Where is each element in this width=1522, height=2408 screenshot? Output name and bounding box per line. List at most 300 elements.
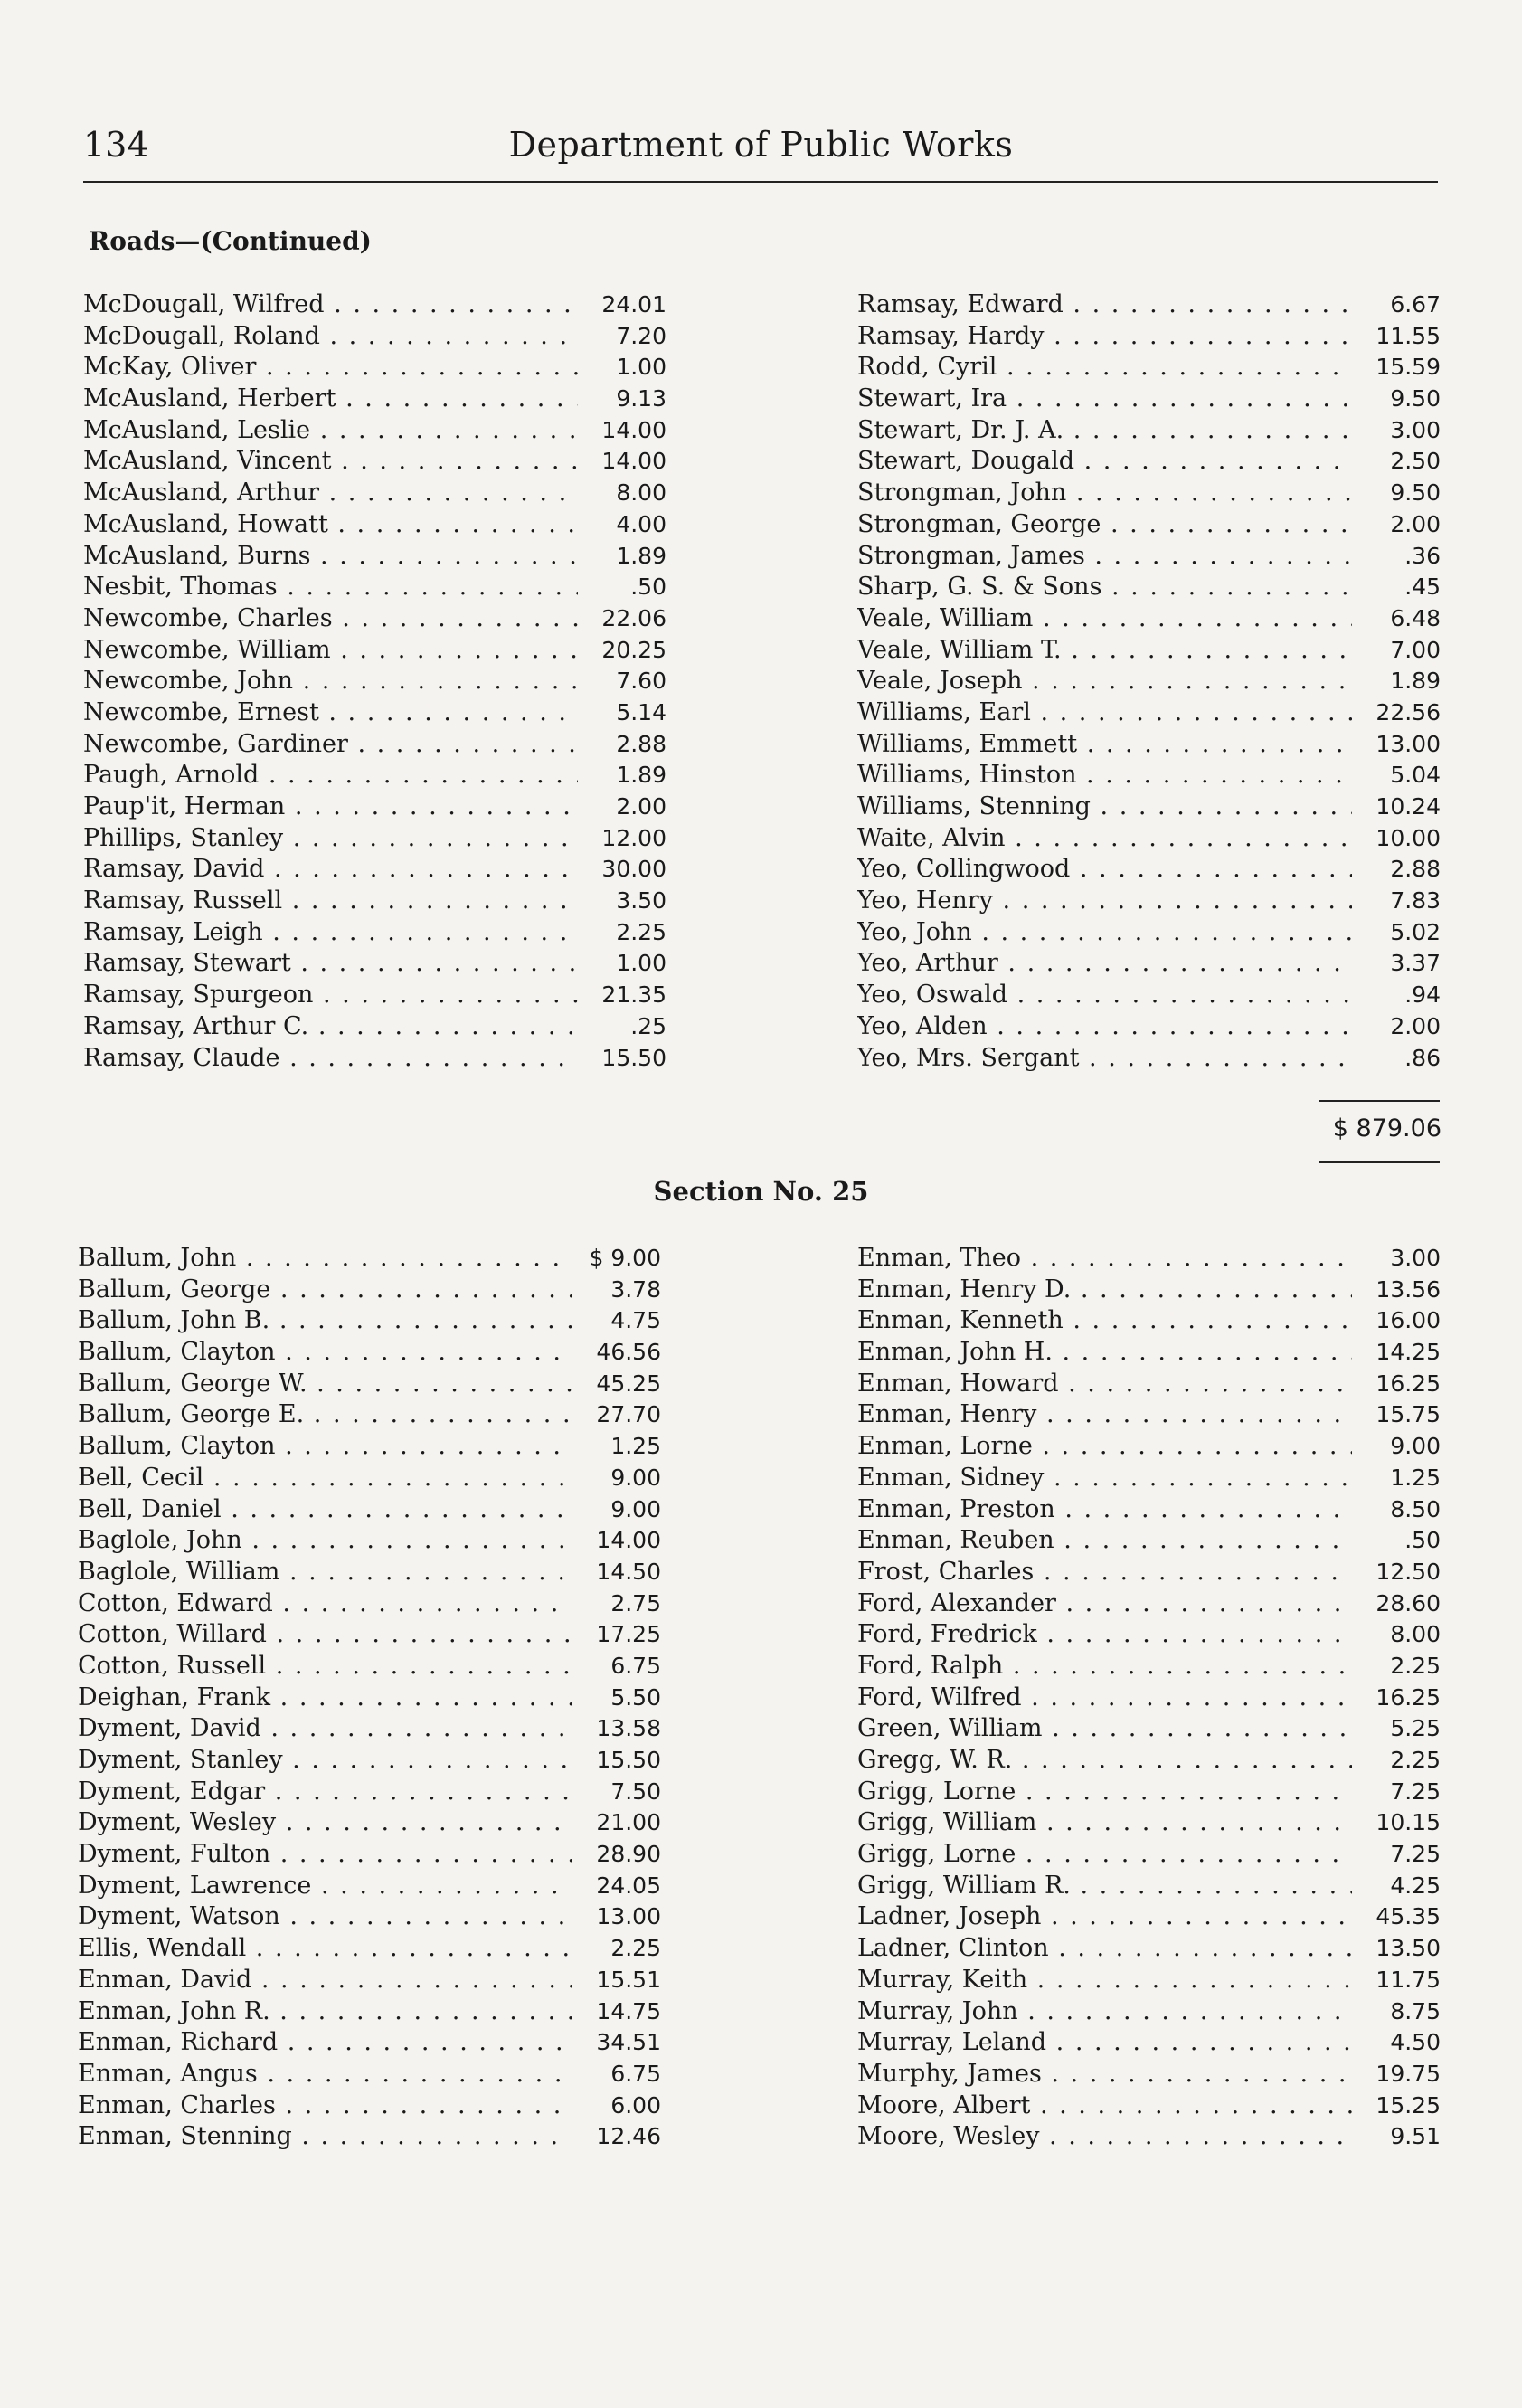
payee-name: Ballum, John . . .: [78, 1243, 661, 1275]
payee-name: Murray, Leland . . .: [857, 2027, 1441, 2059]
payment-amount: .36: [1352, 541, 1441, 573]
payee-name: Veale, Joseph . . .: [857, 666, 1441, 697]
payee-name: McDougall, Roland . . .: [83, 321, 666, 353]
payee-name: Sharp, G. S. & Sons . . .: [857, 572, 1441, 603]
payment-amount: 28.90: [572, 1839, 661, 1871]
payee-name: Enman, Preston . . .: [857, 1494, 1441, 1526]
payee-name: Enman, John H. . . .: [857, 1337, 1441, 1369]
payee-name: Yeo, Henry . . .: [857, 886, 1441, 917]
payee-name: Strongman, James . . .: [857, 541, 1441, 573]
ledger-row: [78, 2027, 661, 2059]
payee-name: Veale, William . . .: [857, 603, 1441, 635]
ledger-row: [857, 321, 1441, 353]
payment-amount: .86: [1352, 1043, 1441, 1075]
payment-amount: 6.75: [572, 1651, 661, 1683]
payment-amount: 4.75: [572, 1305, 661, 1337]
ledger-row: [78, 2090, 661, 2122]
payee-name: Bell, Cecil . . .: [78, 1463, 661, 1494]
ledger-row: [78, 2059, 661, 2090]
payment-amount: 6.67: [1352, 289, 1441, 321]
ledger-row: [83, 917, 666, 949]
payment-amount: 2.25: [572, 1933, 661, 1965]
ledger-row: [78, 1305, 661, 1337]
payee-name: Yeo, Collingwood . . .: [857, 854, 1441, 886]
payee-name: Ramsay, Leigh . . .: [83, 917, 666, 949]
payment-amount: 7.20: [578, 321, 666, 353]
ledger-row: [78, 1996, 661, 2028]
payment-amount: 10.24: [1352, 792, 1441, 823]
payment-amount: 7.50: [572, 1777, 661, 1808]
payee-name: Strongman, George . . .: [857, 509, 1441, 541]
payment-amount: 14.25: [1352, 1337, 1441, 1369]
ledger-row: [857, 415, 1441, 447]
payment-amount: 1.89: [1352, 666, 1441, 697]
ledger-row: [83, 666, 666, 697]
payment-amount: 7.00: [1352, 635, 1441, 667]
payee-name: Baglole, John . . .: [78, 1525, 661, 1557]
payment-amount: 9.00: [572, 1494, 661, 1526]
payee-name: McAusland, Burns . . .: [83, 541, 666, 573]
payee-name: Waite, Alvin . . .: [857, 823, 1441, 855]
payee-name: Enman, Kenneth . . .: [857, 1305, 1441, 1337]
ledger-row: [857, 1933, 1441, 1965]
ledger-row: [83, 352, 666, 384]
payee-name: Murray, Keith . . .: [857, 1965, 1441, 1996]
payee-name: Newcombe, Ernest . . .: [83, 697, 666, 729]
payee-name: Ramsay, Stewart . . .: [83, 948, 666, 980]
payment-amount: 1.25: [572, 1431, 661, 1463]
ledger-row: [857, 2059, 1441, 2090]
ledger-row: [83, 635, 666, 667]
payment-amount: 22.06: [578, 603, 666, 635]
payee-name: Bell, Daniel . . .: [78, 1494, 661, 1526]
payee-name: Grigg, William R. . . .: [857, 1871, 1441, 1902]
ledger-row: [857, 1807, 1441, 1839]
payee-name: Enman, Stenning . . .: [78, 2121, 661, 2153]
payee-name: Murphy, James . . .: [857, 2059, 1441, 2090]
payee-name: Paup'it, Herman . . .: [83, 792, 666, 823]
payee-name: Nesbit, Thomas . . .: [83, 572, 666, 603]
ledger-row: [857, 1305, 1441, 1337]
payee-name: Newcombe, John . . .: [83, 666, 666, 697]
payment-amount: 4.50: [1352, 2027, 1441, 2059]
ledger-row: [857, 886, 1441, 917]
ledger-row: [78, 1713, 661, 1745]
payment-amount: 22.56: [1352, 697, 1441, 729]
ledger-row: [83, 446, 666, 478]
ledger-row: [857, 1043, 1441, 1075]
page-title: Department of Public Works: [508, 125, 1014, 165]
payee-name: Ladner, Clinton . . .: [857, 1933, 1441, 1965]
payee-name: Stewart, Dr. J. A. . . .: [857, 415, 1441, 447]
payee-name: Yeo, Oswald . . .: [857, 980, 1441, 1011]
header-rule: [83, 181, 1438, 183]
payee-name: Rodd, Cyril . . .: [857, 352, 1441, 384]
payee-name: Cotton, Edward . . .: [78, 1588, 661, 1620]
payee-name: Dyment, Fulton . . .: [78, 1839, 661, 1871]
ledger-row: [83, 509, 666, 541]
payee-name: Moore, Wesley . . .: [857, 2121, 1441, 2153]
payment-amount: 8.50: [1352, 1494, 1441, 1526]
payee-name: Cotton, Russell . . .: [78, 1651, 661, 1683]
payee-name: Ballum, John B. . . .: [78, 1305, 661, 1337]
ledger-row: [83, 289, 666, 321]
payee-name: Ramsay, Edward . . .: [857, 289, 1441, 321]
payee-name: Ford, Alexander . . .: [857, 1588, 1441, 1620]
payment-amount: 7.83: [1352, 886, 1441, 917]
ledger-row: [78, 1933, 661, 1965]
payee-name: Green, William . . .: [857, 1713, 1441, 1745]
ledger-row: [857, 1337, 1441, 1369]
payee-name: Dyment, David . . .: [78, 1713, 661, 1745]
payee-name: Ford, Ralph . . .: [857, 1651, 1441, 1683]
payment-amount: 21.00: [572, 1807, 661, 1839]
payee-name: Moore, Albert . . .: [857, 2090, 1441, 2122]
payment-amount: 6.75: [572, 2059, 661, 2090]
payment-amount: 11.75: [1352, 1965, 1441, 1996]
payment-amount: 2.00: [578, 792, 666, 823]
ledger-row: [78, 1745, 661, 1777]
payee-name: Dyment, Wesley . . .: [78, 1807, 661, 1839]
payment-amount: 1.89: [578, 760, 666, 792]
payment-amount: 16.25: [1352, 1683, 1441, 1714]
ledger-row: [857, 823, 1441, 855]
payment-amount: 5.25: [1352, 1713, 1441, 1745]
ledger-row: [78, 1557, 661, 1588]
payee-name: Newcombe, Gardiner . . .: [83, 729, 666, 761]
ledger-row: [857, 1494, 1441, 1526]
payment-amount: 1.00: [578, 948, 666, 980]
payment-amount: 30.00: [578, 854, 666, 886]
payment-amount: 4.25: [1352, 1871, 1441, 1902]
ledger-row: [78, 1839, 661, 1871]
section25-left-column: [78, 1243, 661, 2153]
ledger-row: [83, 541, 666, 573]
payment-amount: 15.51: [572, 1965, 661, 1996]
payee-name: Stewart, Ira . . .: [857, 384, 1441, 415]
payment-amount: 27.70: [572, 1399, 661, 1431]
section25-right-column: [857, 1243, 1441, 2153]
payment-amount: 13.00: [1352, 729, 1441, 761]
payment-amount: .50: [578, 572, 666, 603]
payee-name: Frost, Charles . . .: [857, 1557, 1441, 1588]
payment-amount: .25: [578, 1011, 666, 1043]
payee-name: Stewart, Dougald . . .: [857, 446, 1441, 478]
ledger-row: [857, 446, 1441, 478]
ledger-row: [78, 1525, 661, 1557]
payee-name: Ramsay, Spurgeon . . .: [83, 980, 666, 1011]
ledger-row: [857, 1777, 1441, 1808]
ledger-row: [857, 352, 1441, 384]
payment-amount: .50: [1352, 1525, 1441, 1557]
payment-amount: 13.50: [1352, 1933, 1441, 1965]
ledger-row: [78, 1243, 661, 1275]
ledger-row: [857, 2121, 1441, 2153]
payee-name: Williams, Hinston . . .: [857, 760, 1441, 792]
ledger-row: [857, 289, 1441, 321]
ledger-row: [78, 1463, 661, 1494]
ledger-row: [857, 1369, 1441, 1400]
ledger-row: [857, 1011, 1441, 1043]
payment-amount: 12.00: [578, 823, 666, 855]
ledger-row: [83, 854, 666, 886]
payment-amount: 28.60: [1352, 1588, 1441, 1620]
payment-amount: 46.56: [572, 1337, 661, 1369]
ledger-row: [78, 1494, 661, 1526]
payment-amount: 6.48: [1352, 603, 1441, 635]
ledger-row: [83, 572, 666, 603]
ledger-row: [78, 1901, 661, 1933]
payee-name: Enman, Henry D. . . .: [857, 1275, 1441, 1306]
payment-amount: 2.88: [578, 729, 666, 761]
payee-name: McAusland, Herbert . . .: [83, 384, 666, 415]
ledger-row: [83, 697, 666, 729]
payee-name: Baglole, William . . .: [78, 1557, 661, 1588]
payment-amount: 9.50: [1352, 478, 1441, 509]
ledger-row: [857, 729, 1441, 761]
ledger-row: [857, 1431, 1441, 1463]
payment-amount: 9.00: [1352, 1431, 1441, 1463]
ledger-row: [83, 478, 666, 509]
ledger-row: [78, 1871, 661, 1902]
ledger-row: [857, 760, 1441, 792]
payee-name: McDougall, Wilfred . . .: [83, 289, 666, 321]
ledger-row: [857, 1965, 1441, 1996]
payment-amount: 19.75: [1352, 2059, 1441, 2090]
payment-amount: 9.50: [1352, 384, 1441, 415]
roads-total: $ 879.06: [1332, 1114, 1442, 1142]
payment-amount: 5.02: [1352, 917, 1441, 949]
ledger-row: [857, 572, 1441, 603]
payment-amount: 7.25: [1352, 1777, 1441, 1808]
payment-amount: 3.00: [1352, 1243, 1441, 1275]
ledger-row: [857, 1243, 1441, 1275]
payment-amount: 13.00: [572, 1901, 661, 1933]
ledger-row: [83, 980, 666, 1011]
payee-name: Enman, Henry . . .: [857, 1399, 1441, 1431]
payee-name: Ramsay, Claude . . .: [83, 1043, 666, 1075]
payment-amount: 8.75: [1352, 1996, 1441, 2028]
ledger-row: [857, 478, 1441, 509]
payee-name: Ramsay, Hardy . . .: [857, 321, 1441, 353]
payment-amount: 24.01: [578, 289, 666, 321]
payee-name: Newcombe, Charles . . .: [83, 603, 666, 635]
payment-amount: 15.59: [1352, 352, 1441, 384]
payee-name: McAusland, Howatt . . .: [83, 509, 666, 541]
payment-amount: 7.60: [578, 666, 666, 697]
payee-name: Ford, Wilfred . . .: [857, 1683, 1441, 1714]
ledger-row: [857, 917, 1441, 949]
payee-name: Ballum, Clayton . . .: [78, 1337, 661, 1369]
ledger-row: [83, 1011, 666, 1043]
payee-name: Ballum, George W. . . .: [78, 1369, 661, 1400]
ledger-row: [857, 509, 1441, 541]
payment-amount: 15.75: [1352, 1399, 1441, 1431]
payment-amount: 3.78: [572, 1275, 661, 1306]
payment-amount: 15.50: [572, 1745, 661, 1777]
ledger-row: [857, 792, 1441, 823]
payment-amount: 3.00: [1352, 415, 1441, 447]
payee-name: Ramsay, Arthur C. . . .: [83, 1011, 666, 1043]
ledger-row: [78, 1399, 661, 1431]
payment-amount: 1.25: [1352, 1463, 1441, 1494]
payment-amount: 1.00: [578, 352, 666, 384]
ledger-row: [83, 886, 666, 917]
ledger-row: [78, 1431, 661, 1463]
ledger-row: [83, 760, 666, 792]
payee-name: Ballum, George . . .: [78, 1275, 661, 1306]
payee-name: Deighan, Frank . . .: [78, 1683, 661, 1714]
ledger-row: [857, 1557, 1441, 1588]
payee-name: Ramsay, Russell . . .: [83, 886, 666, 917]
payee-name: Ramsay, David . . .: [83, 854, 666, 886]
ledger-row: [78, 1369, 661, 1400]
payee-name: Enman, David . . .: [78, 1965, 661, 1996]
ledger-row: [857, 1619, 1441, 1651]
ledger-row: [857, 1651, 1441, 1683]
payee-name: Yeo, Arthur . . .: [857, 948, 1441, 980]
ledger-row: [857, 384, 1441, 415]
payment-amount: 13.56: [1352, 1275, 1441, 1306]
ledger-row: [83, 603, 666, 635]
ledger-row: [83, 948, 666, 980]
payee-name: Williams, Stenning . . .: [857, 792, 1441, 823]
roads-right-column: [857, 289, 1441, 1074]
payee-name: Cotton, Willard . . .: [78, 1619, 661, 1651]
payment-amount: $ 9.00: [572, 1243, 661, 1275]
payee-name: Williams, Earl . . .: [857, 697, 1441, 729]
payment-amount: 5.14: [578, 697, 666, 729]
payee-name: Williams, Emmett . . .: [857, 729, 1441, 761]
ledger-row: [857, 854, 1441, 886]
payee-name: Enman, Theo . . .: [857, 1243, 1441, 1275]
payee-name: Veale, William T. . . .: [857, 635, 1441, 667]
payment-amount: 10.15: [1352, 1807, 1441, 1839]
ledger-row: [78, 2121, 661, 2153]
ledger-row: [857, 2027, 1441, 2059]
ledger-row: [857, 1399, 1441, 1431]
payment-amount: 2.00: [1352, 1011, 1441, 1043]
ledger-row: [857, 697, 1441, 729]
ledger-row: [78, 1683, 661, 1714]
total-rule-top: [1319, 1100, 1440, 1102]
payee-name: Dyment, Edgar . . .: [78, 1777, 661, 1808]
payment-amount: .94: [1352, 980, 1441, 1011]
payee-name: Newcombe, William . . .: [83, 635, 666, 667]
payee-name: Strongman, John . . .: [857, 478, 1441, 509]
payee-name: Enman, Howard . . .: [857, 1369, 1441, 1400]
page-number: 134: [83, 125, 149, 165]
payment-amount: 4.00: [578, 509, 666, 541]
payment-amount: 1.89: [578, 541, 666, 573]
payee-name: Ellis, Wendall . . .: [78, 1933, 661, 1965]
ledger-row: [857, 1901, 1441, 1933]
roads-heading: Roads—(Continued): [89, 226, 372, 256]
payee-name: Ladner, Joseph . . .: [857, 1901, 1441, 1933]
payee-name: Yeo, Mrs. Sergant . . .: [857, 1043, 1441, 1075]
payment-amount: 24.05: [572, 1871, 661, 1902]
payee-name: McAusland, Arthur . . .: [83, 478, 666, 509]
payee-name: Murray, John . . .: [857, 1996, 1441, 2028]
payee-name: Enman, Angus . . .: [78, 2059, 661, 2090]
payee-name: Phillips, Stanley . . .: [83, 823, 666, 855]
ledger-row: [83, 1043, 666, 1075]
payment-amount: 9.51: [1352, 2121, 1441, 2153]
payment-amount: 11.55: [1352, 321, 1441, 353]
payee-name: Enman, Richard . . .: [78, 2027, 661, 2059]
payment-amount: 14.00: [572, 1525, 661, 1557]
ledger-row: [83, 415, 666, 447]
payee-name: Ballum, Clayton . . .: [78, 1431, 661, 1463]
ledger-row: [857, 1713, 1441, 1745]
ledger-row: [857, 1996, 1441, 2028]
ledger-row: [83, 321, 666, 353]
payment-amount: 8.00: [1352, 1619, 1441, 1651]
payee-name: Enman, Lorne . . .: [857, 1431, 1441, 1463]
payee-name: Enman, Charles . . .: [78, 2090, 661, 2122]
payee-name: Paugh, Arnold . . .: [83, 760, 666, 792]
payee-name: Dyment, Lawrence . . .: [78, 1871, 661, 1902]
payee-name: Dyment, Watson . . .: [78, 1901, 661, 1933]
payment-amount: 15.50: [578, 1043, 666, 1075]
payment-amount: 8.00: [578, 478, 666, 509]
payee-name: Yeo, Alden . . .: [857, 1011, 1441, 1043]
ledger-row: [78, 1275, 661, 1306]
payee-name: Ballum, George E. . . .: [78, 1399, 661, 1431]
payment-amount: 6.00: [572, 2090, 661, 2122]
payment-amount: 15.25: [1352, 2090, 1441, 2122]
payment-amount: 9.00: [572, 1463, 661, 1494]
ledger-row: [857, 1525, 1441, 1557]
payee-name: Grigg, Lorne . . .: [857, 1839, 1441, 1871]
payment-amount: 20.25: [578, 635, 666, 667]
payment-amount: 14.50: [572, 1557, 661, 1588]
payee-name: Enman, John R. . . .: [78, 1996, 661, 2028]
ledger-row: [857, 1683, 1441, 1714]
ledger-row: [857, 1588, 1441, 1620]
ledger-row: [78, 1588, 661, 1620]
payment-amount: 10.00: [1352, 823, 1441, 855]
payment-amount: 14.75: [572, 1996, 661, 2028]
payee-name: Grigg, Lorne . . .: [857, 1777, 1441, 1808]
payment-amount: .45: [1352, 572, 1441, 603]
ledger-row: [78, 1965, 661, 1996]
ledger-row: [857, 635, 1441, 667]
ledger-row: [78, 1651, 661, 1683]
ledger-row: [857, 1463, 1441, 1494]
ledger-row: [83, 792, 666, 823]
ledger-row: [83, 384, 666, 415]
payment-amount: 2.25: [1352, 1745, 1441, 1777]
payee-name: Gregg, W. R. . . .: [857, 1745, 1441, 1777]
payment-amount: 2.00: [1352, 509, 1441, 541]
ledger-row: [78, 1807, 661, 1839]
payment-amount: 12.50: [1352, 1557, 1441, 1588]
roads-left-column: [83, 289, 666, 1074]
payee-name: Grigg, William . . .: [857, 1807, 1441, 1839]
ledger-row: [857, 1275, 1441, 1306]
payee-name: Enman, Reuben . . .: [857, 1525, 1441, 1557]
ledger-row: [857, 2090, 1441, 2122]
payment-amount: 17.25: [572, 1619, 661, 1651]
payee-name: Yeo, John . . .: [857, 917, 1441, 949]
ledger-row: [857, 603, 1441, 635]
payment-amount: 45.35: [1352, 1901, 1441, 1933]
payment-amount: 16.00: [1352, 1305, 1441, 1337]
payment-amount: 14.00: [578, 415, 666, 447]
payment-amount: 2.50: [1352, 446, 1441, 478]
payment-amount: 5.04: [1352, 760, 1441, 792]
